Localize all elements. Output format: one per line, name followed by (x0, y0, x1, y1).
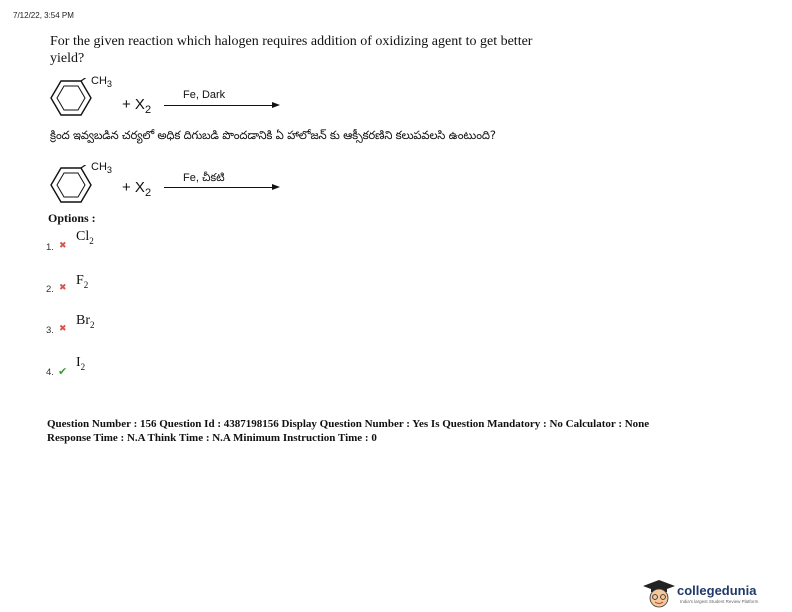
reaction-condition: Fe, Dark (183, 89, 226, 101)
reaction-condition: Fe, చీకటి (183, 172, 225, 184)
arrow-head-icon (272, 102, 280, 108)
benzene-ring-icon (50, 165, 94, 205)
option-value: $F_2$ (76, 273, 89, 290)
option-value: $Br_2$ (76, 313, 95, 330)
option-number: 4. (46, 367, 54, 378)
print-timestamp: 7/12/22, 3:54 PM (13, 11, 74, 20)
options-label: Options : (48, 211, 96, 225)
question-meta (47, 417, 747, 445)
reaction-arrow (164, 187, 274, 188)
benzene-ring-icon (50, 78, 94, 118)
question-text-telugu: క్రింద ఇవ్వబడిన చర్యలో అధిక దిగుబడి పొందడానికి ఏ హాలోజన్ కు ఆక్సీకరణిని కలుపవలసి ఉంటుంది? (50, 128, 496, 142)
reagent-label: + $X_2$ (122, 96, 152, 116)
reaction-arrow (164, 105, 274, 106)
methyl-label: $CH_3$ (91, 75, 112, 90)
option-number: 1. (46, 242, 54, 253)
meta-line-2: Response Time : N.A Think Time : N.A Minimum Instruction Time : 0 (47, 432, 377, 444)
option-value: $Cl_2$ (76, 229, 94, 246)
meta-line-1: Question Number : 156 Question Id : 4387198156 Display Question Number : Yes Is Question Mandatory : No Calculator : None (47, 418, 650, 430)
brand-tagline: India's largest Student Review Platform (680, 599, 759, 604)
wrong-cross-icon: ✖ (59, 324, 67, 334)
brand-name: collegedunia (677, 583, 757, 598)
graduate-mascot-icon (642, 578, 676, 608)
option-number: 2. (46, 284, 54, 295)
reaction-telugu (50, 157, 290, 205)
option-number: 3. (46, 325, 54, 336)
arrow-head-icon (272, 184, 280, 190)
question-text-english: For the given reaction which halogen requires addition of oxidizing agent to get better yield? (50, 34, 533, 66)
correct-check-icon: ✔ (58, 365, 68, 378)
methyl-label: $CH_3$ (91, 161, 112, 176)
wrong-cross-icon: ✖ (59, 241, 67, 251)
wrong-cross-icon: ✖ (59, 283, 67, 293)
reaction-english (50, 70, 290, 118)
reagent-label: + $X_2$ (122, 179, 152, 199)
option-value: $I_2$ (76, 355, 86, 372)
